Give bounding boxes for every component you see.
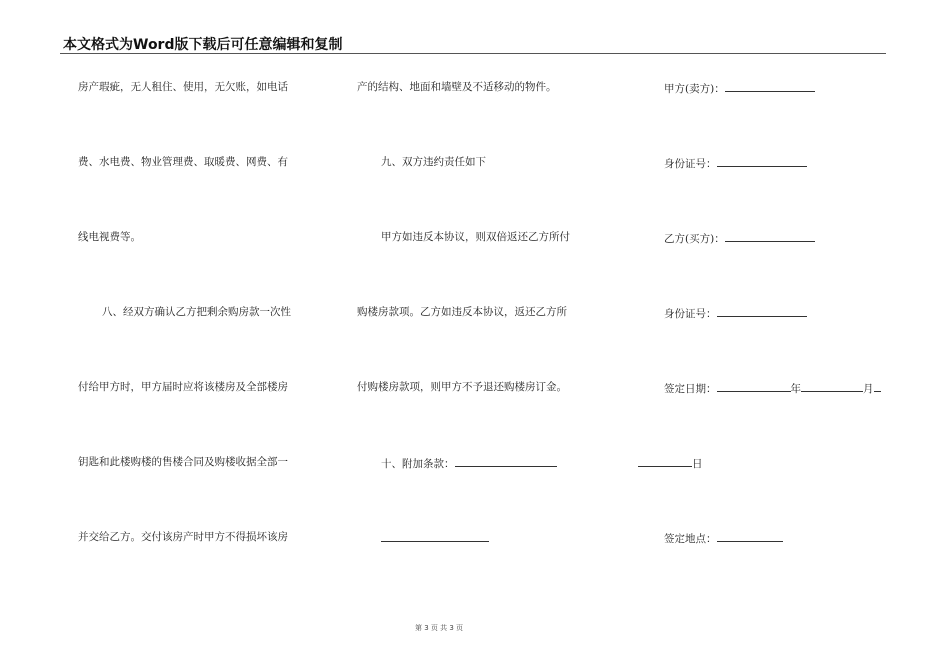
seller-label: 甲方(卖方)： xyxy=(664,83,725,95)
month-trailing-blank xyxy=(874,380,881,392)
buyer-row xyxy=(664,230,815,246)
buyer-blank xyxy=(725,230,815,242)
sign-date-row xyxy=(664,380,881,396)
month-blank xyxy=(801,380,863,392)
sign-date-label: 签定日期： xyxy=(664,383,717,395)
month-label: 月 xyxy=(863,383,874,395)
sign-place-row xyxy=(664,530,783,546)
seller-id-blank xyxy=(717,155,807,167)
seller-row xyxy=(664,80,815,96)
col1-line-2: 费、水电费、物业管理费、取暖费、网费、有 xyxy=(78,156,288,168)
additional-clause-blank-2 xyxy=(381,530,489,542)
additional-clause-blank-row xyxy=(381,530,489,546)
year-blank xyxy=(717,380,791,392)
additional-clause-blank-1 xyxy=(455,455,557,467)
buyer-id-row xyxy=(664,305,807,321)
col1-line-5: 付给甲方时，甲方届时应将该楼房及全部楼房 xyxy=(78,381,288,393)
buyer-id-label: 身份证号： xyxy=(664,308,717,320)
col2-line-5: 付购楼房款项，则甲方不予退还购楼房订金。 xyxy=(357,381,567,393)
col1-line-1: 房产瑕疵，无人租住、使用，无欠账，如电话 xyxy=(78,81,288,93)
additional-clause-label: 十、附加条款： xyxy=(381,458,455,470)
col2-line-1: 产的结构、地面和墙壁及不适移动的物件。 xyxy=(357,81,557,93)
year-label: 年 xyxy=(790,383,801,395)
sign-place-blank xyxy=(717,530,783,542)
additional-clause-row xyxy=(381,455,557,471)
day-blank xyxy=(638,455,692,467)
page-header-title: 本文格式为Word版下载后可任意编辑和复制 xyxy=(63,37,343,53)
col1-line-6: 钥匙和此楼购楼的售楼合同及购楼收据全部一 xyxy=(78,456,288,468)
day-label: 日 xyxy=(692,458,703,470)
buyer-label: 乙方(买方)： xyxy=(664,233,725,245)
sign-place-label: 签定地点： xyxy=(664,533,717,545)
seller-blank xyxy=(725,80,815,92)
seller-id-label: 身份证号： xyxy=(664,158,717,170)
buyer-id-blank xyxy=(717,305,807,317)
col2-line-4: 购楼房款项。乙方如违反本协议，返还乙方所 xyxy=(357,306,567,318)
col1-line-7: 并交给乙方。交付该房产时甲方不得损坏该房 xyxy=(78,531,288,543)
seller-id-row xyxy=(664,155,807,171)
header-divider xyxy=(60,53,886,54)
day-row xyxy=(638,455,703,471)
col2-line-3: 甲方如违反本协议，则双倍返还乙方所付 xyxy=(381,231,570,243)
col2-line-2: 九、双方违约责任如下 xyxy=(381,156,486,168)
page-number-footer: 第 3 页 共 3 页 xyxy=(414,624,464,632)
col1-line-3: 线电视费等。 xyxy=(78,231,141,243)
col1-line-4: 八、经双方确认乙方把剩余购房款一次性 xyxy=(102,306,291,318)
